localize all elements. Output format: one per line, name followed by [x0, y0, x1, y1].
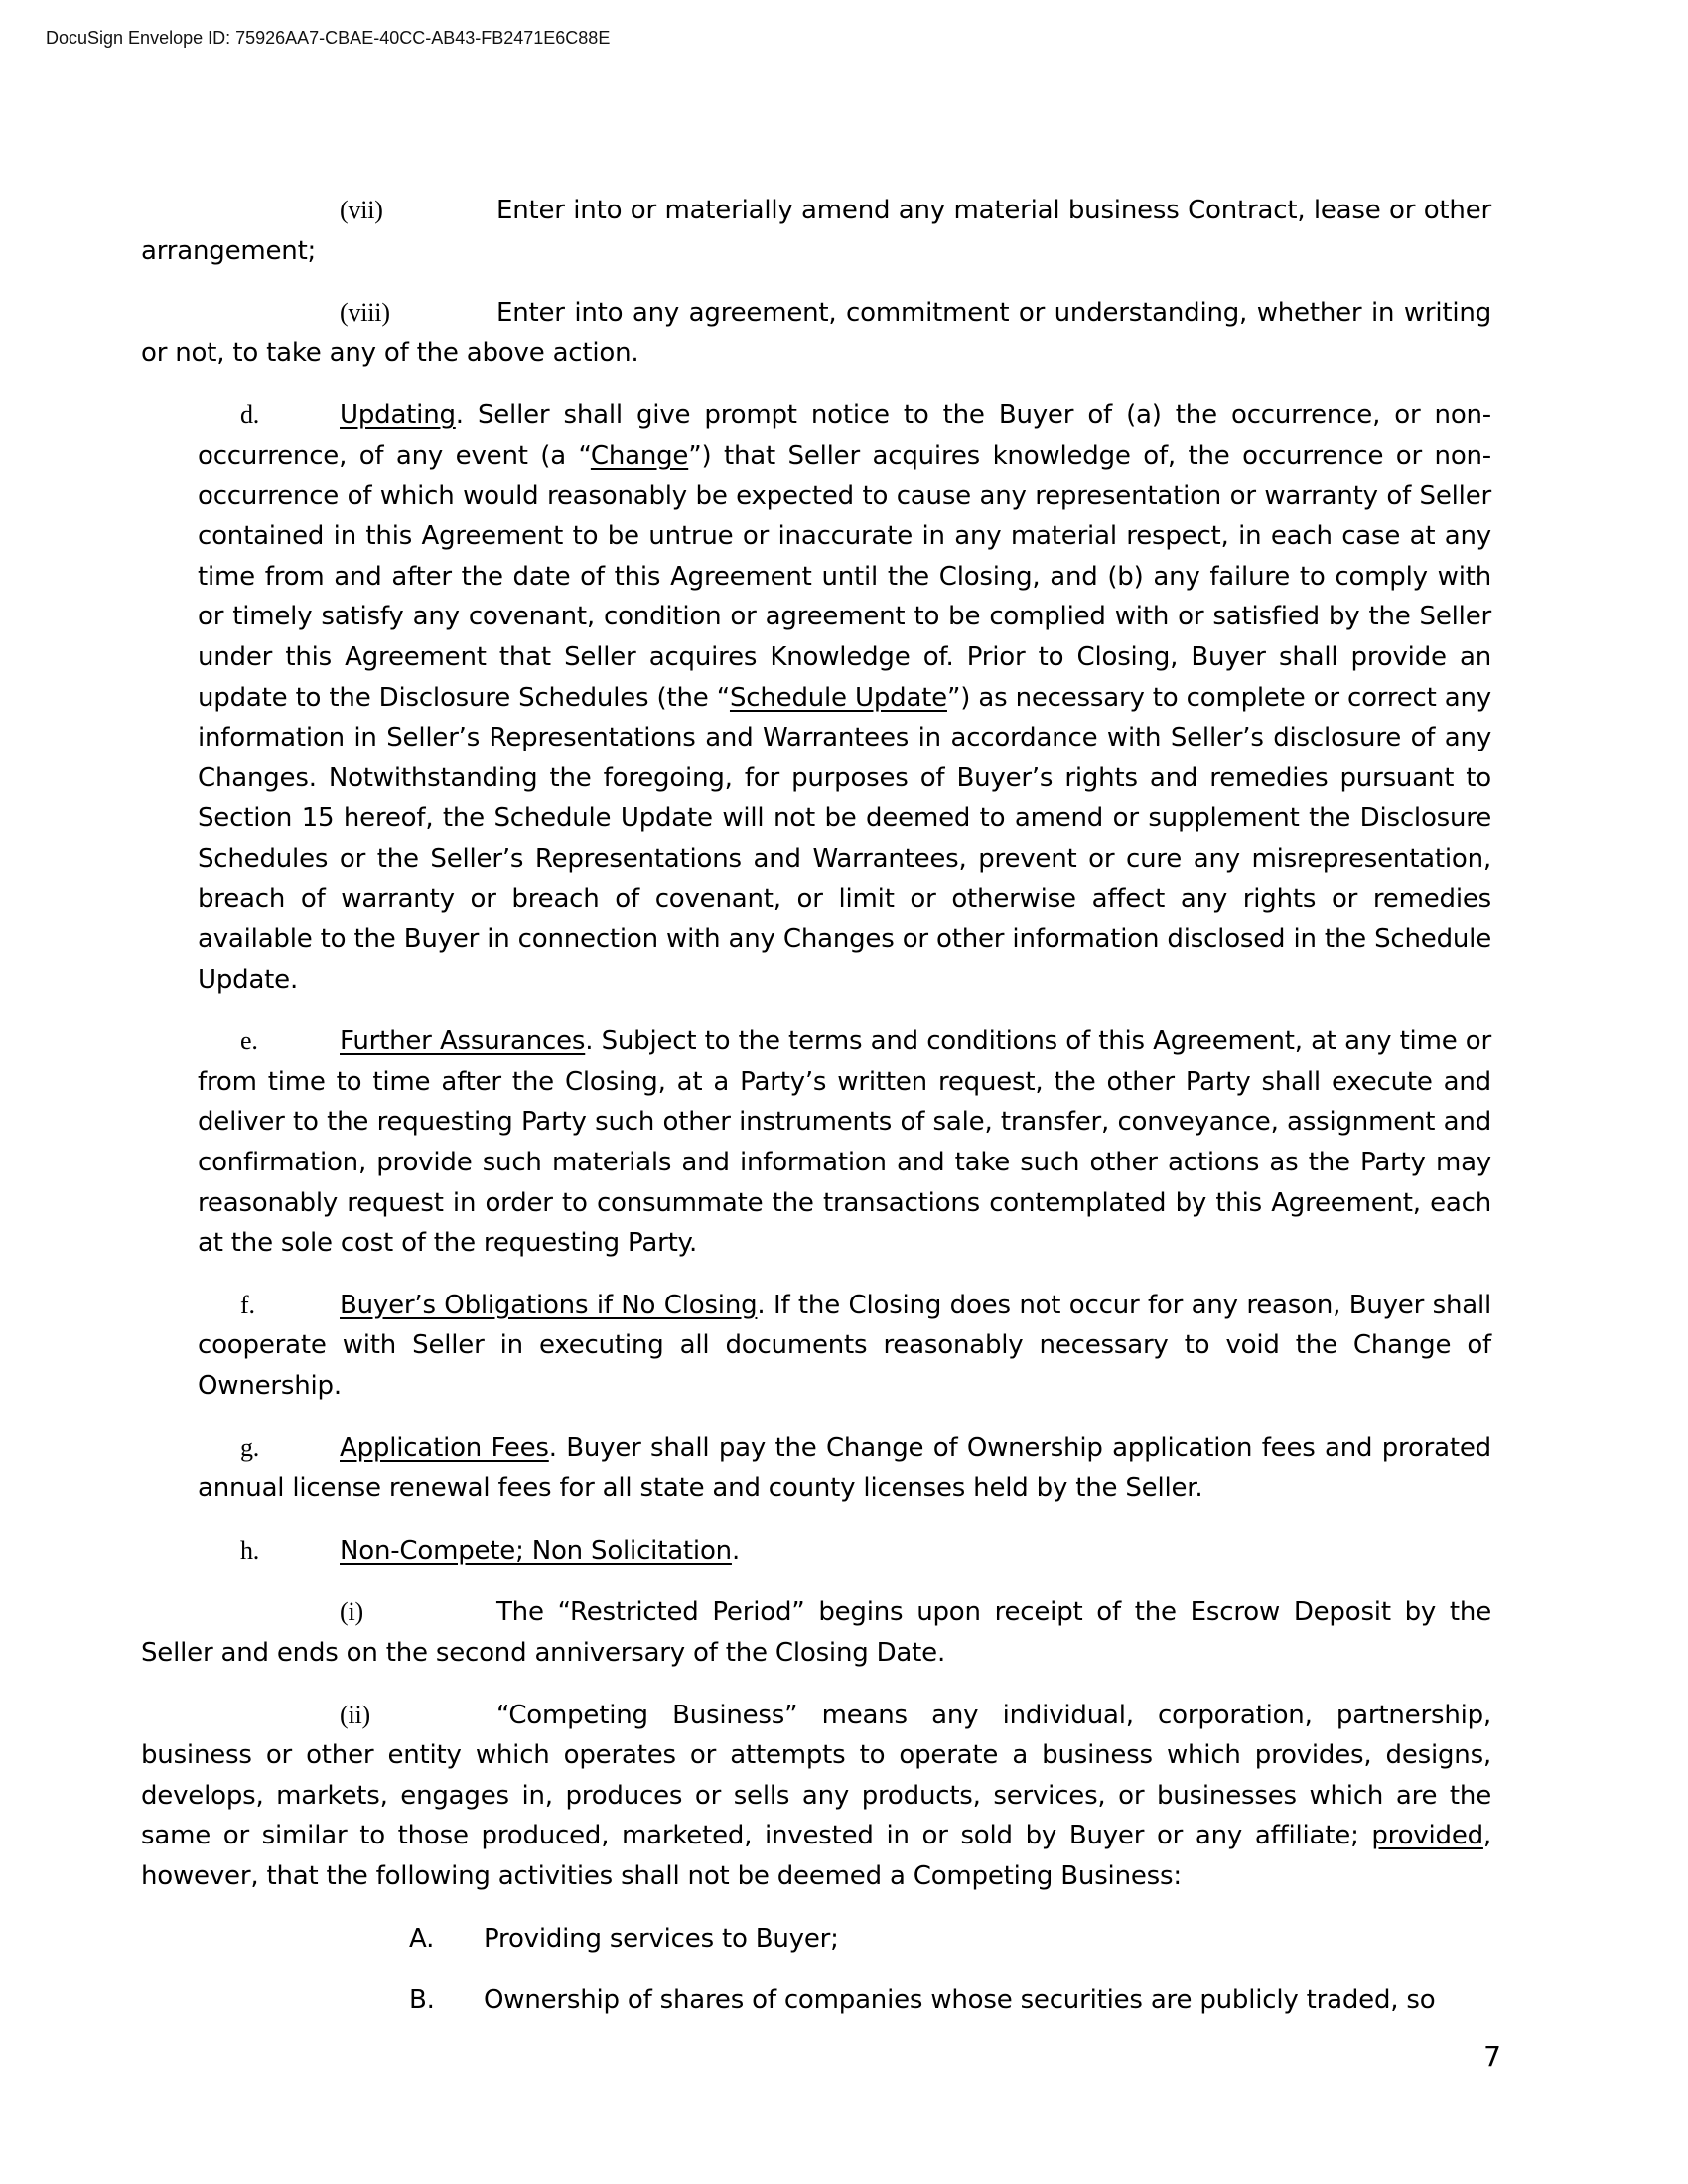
section-g-application-fees	[141, 1429, 1491, 1509]
list-label: A.	[409, 1923, 435, 1954]
paragraph-text: “Competing Business” means any individual, corporation, partnership, business or other entity which operates or attempts to operate a business which provides, designs, develops, markets, engages in, produces or sells any products, services, or businesses which are the same or similar to those produced, marketed, invested in or sold by Buyer or any affiliate;	[141, 1700, 1491, 1851]
section-label: g.	[240, 1433, 260, 1462]
section-heading: Buyer’s Obligations if No Closing	[340, 1290, 758, 1320]
document-body	[141, 191, 1491, 2043]
section-text: ”) that Seller acquires knowledge of, the occurrence or non-occurrence of which would reasonably be expected to cause any representation or warranty of Seller contained in this Agreement to be untrue or inaccurate in any material respect, in each case at any time from and after the date of this Agreement until the Closing, and (b) any failure to comply with or timely satisfy any covenant, condition or agreement to be complied with or satisfied by the Seller under this Agreement that Seller acquires Knowledge of. Prior to Closing, Buyer shall provide an update to the Disclosure Schedules (the “	[198, 440, 1491, 713]
paragraph-text: Enter into any agreement, commitment or understanding, whether in writing or not, to take any of the above action.	[141, 298, 1491, 368]
paragraph-i-restricted-period	[141, 1592, 1491, 1673]
list-text: Providing services to Buyer;	[484, 1923, 839, 1954]
section-text: ”) as necessary to complete or correct any information in Seller’s Representations and Warrantees in accordance with Seller’s disclosure of any Changes. Notwithstanding the foregoing, for purposes of Buyer’s rights and remedies pursuant to Section 15 hereof, the Schedule Update will not be deemed to amend or supplement the Disclosure Schedules or the Seller’s Representations and Warrantees, prevent or cure any misrepresentation, breach of warranty or breach of covenant, or limit or otherwise affect any rights or remedies available to the Buyer in connection with any Changes or other information disclosed in the Schedule Update.	[198, 682, 1491, 995]
section-label: e.	[240, 1026, 258, 1056]
list-text: Ownership of shares of companies whose securities are publicly traded, so	[484, 1985, 1436, 2016]
paragraph-text: , however, that the following activities shall not be deemed a Competing Business:	[141, 1821, 1491, 1891]
paragraph-label: (i)	[340, 1597, 363, 1627]
paragraph-text: The “Restricted Period” begins upon receipt of the Escrow Deposit by the Seller and ends on the second anniversary of the Closing Date.	[141, 1597, 1491, 1668]
section-text: . Buyer shall pay the Change of Ownership application fees and prorated annual license renewal fees for all state and county licenses held by the Seller.	[198, 1433, 1491, 1504]
section-label: d.	[240, 400, 260, 430]
defined-term-schedule-update: Schedule Update	[729, 682, 947, 713]
section-text: .	[731, 1535, 741, 1566]
section-heading: Further Assurances	[340, 1026, 586, 1057]
section-heading: Non-Compete; Non Solicitation	[340, 1535, 732, 1566]
section-label: h.	[240, 1535, 260, 1565]
section-d-updating	[141, 395, 1491, 1000]
section-text: . Seller shall give prompt notice to the Buyer of (a) the occurrence, or non- occurrence, of any event (a “	[198, 400, 1491, 471]
paragraph-viii	[141, 293, 1491, 373]
defined-term-change: Change	[590, 440, 689, 471]
section-h-non-compete	[141, 1531, 1491, 1571]
list-label: B.	[409, 1985, 435, 2016]
paragraph-label: (vii)	[340, 196, 383, 224]
envelope-id: DocuSign Envelope ID: 75926AA7-CBAE-40CC-AB43-FB2471E6C88E	[46, 28, 611, 48]
list-item-b	[141, 1980, 1491, 2021]
section-text: . If the Closing does not occur for any reason, Buyer shall cooperate with Seller in executing all documents reasonably necessary to void the Change of Ownership.	[198, 1290, 1491, 1402]
paragraph-label: (ii)	[340, 1700, 370, 1729]
section-heading: Updating	[340, 400, 456, 431]
section-e-further-assurances	[141, 1022, 1491, 1264]
paragraph-label: (viii)	[340, 298, 390, 328]
section-label: f.	[240, 1290, 255, 1319]
paragraph-text: Enter into or materially amend any material business Contract, lease or other arrangement;	[141, 196, 1491, 266]
section-text: . Subject to the terms and conditions of this Agreement, at any time or from time to time after the Closing, at a Party’s written request, the other Party shall execute and deliver to the requesting Party such other instruments of sale, transfer, conveyance, assignment and confirmation, provide such materials and information and take such other actions as the Party may reasonably request in order to consummate the transactions contemplated by this Agreement, each at the sole cost of the requesting Party.	[198, 1026, 1491, 1259]
paragraph-ii-competing-business	[141, 1696, 1491, 1897]
page-number: 7	[1483, 2040, 1501, 2073]
list-item-a	[141, 1919, 1491, 1960]
section-heading: Application Fees	[340, 1433, 549, 1463]
provided-term: provided	[1371, 1821, 1483, 1851]
section-f-buyers-obligations	[141, 1286, 1491, 1407]
paragraph-vii	[141, 191, 1491, 271]
